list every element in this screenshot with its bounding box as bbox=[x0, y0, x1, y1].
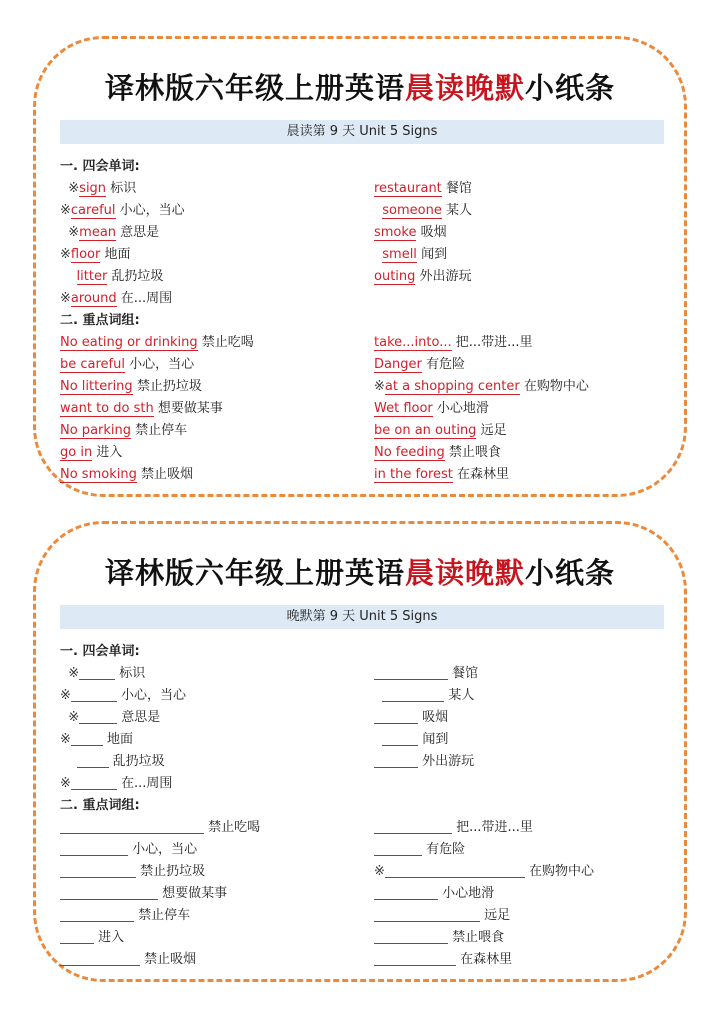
list-item bbox=[60, 267, 370, 289]
chinese-meaning: 把...带进...里 bbox=[451, 335, 533, 350]
english-term: take...into... bbox=[374, 335, 452, 350]
chinese-meaning: 小心，当心 bbox=[128, 842, 198, 857]
spacer bbox=[374, 642, 674, 664]
page-title bbox=[36, 551, 684, 592]
left-column bbox=[60, 157, 370, 487]
list-item bbox=[60, 465, 370, 487]
chinese-meaning: 禁止喂食 bbox=[444, 445, 501, 460]
list-item bbox=[374, 399, 674, 421]
morning-card bbox=[33, 36, 687, 497]
answer-blank[interactable] bbox=[60, 841, 128, 856]
answer-blank[interactable] bbox=[374, 753, 418, 768]
list-item bbox=[374, 421, 674, 443]
english-term: outing bbox=[374, 269, 416, 284]
title-prefix: 译林版六年级上册英语 bbox=[104, 556, 405, 590]
chinese-meaning: 在森林里 bbox=[456, 952, 513, 967]
chinese-meaning: 禁止喂食 bbox=[448, 930, 505, 945]
list-item bbox=[60, 686, 370, 708]
star-mark: ※ bbox=[60, 291, 71, 306]
section-heading: 一. 四会单词: bbox=[60, 644, 140, 659]
list-item bbox=[374, 201, 674, 223]
chinese-meaning: 小心，当心 bbox=[116, 688, 187, 703]
chinese-meaning: 标识 bbox=[106, 181, 137, 196]
list-item bbox=[374, 906, 674, 928]
english-term: No parking bbox=[60, 423, 132, 438]
chinese-meaning: 在购物中心 bbox=[524, 864, 595, 879]
list-item bbox=[60, 355, 370, 377]
list-item bbox=[60, 443, 370, 465]
english-term: floor bbox=[70, 247, 101, 262]
chinese-meaning: 在...周围 bbox=[116, 776, 173, 791]
english-term: be careful bbox=[60, 357, 125, 372]
chinese-meaning: 意思是 bbox=[117, 710, 161, 725]
list-item bbox=[60, 664, 370, 686]
chinese-meaning: 进入 bbox=[94, 930, 125, 945]
list-item bbox=[60, 289, 370, 311]
day-band: 晨读第 9 天 Unit 5 Signs bbox=[60, 120, 664, 144]
star-mark: ※ bbox=[374, 379, 385, 394]
list-item bbox=[60, 201, 370, 223]
chinese-meaning: 禁止吃喝 bbox=[204, 820, 261, 835]
list-item bbox=[374, 730, 674, 752]
answer-blank[interactable] bbox=[60, 951, 140, 966]
title-suffix: 小纸条 bbox=[525, 556, 616, 590]
chinese-meaning: 地面 bbox=[100, 247, 131, 262]
section-heading: 二. 重点词组: bbox=[60, 313, 140, 328]
star-mark: ※ bbox=[60, 732, 71, 747]
chinese-meaning: 吸烟 bbox=[416, 225, 447, 240]
star-mark: ※ bbox=[60, 181, 80, 196]
chinese-meaning: 小心地滑 bbox=[432, 401, 489, 416]
list-item bbox=[374, 245, 674, 267]
chinese-meaning: 禁止吃喝 bbox=[197, 335, 254, 350]
chinese-meaning: 禁止扔垃圾 bbox=[136, 864, 206, 879]
chinese-meaning: 有危险 bbox=[421, 357, 465, 372]
chinese-meaning: 闻到 bbox=[418, 732, 449, 747]
list-item bbox=[60, 818, 370, 840]
list-item bbox=[60, 421, 370, 443]
answer-blank[interactable] bbox=[382, 687, 444, 702]
page-title bbox=[36, 66, 684, 107]
chinese-meaning: 在...周围 bbox=[116, 291, 173, 306]
english-term: be on an outing bbox=[374, 423, 477, 438]
chinese-meaning: 远足 bbox=[476, 423, 507, 438]
section-heading: 二. 重点词组: bbox=[60, 798, 140, 813]
chinese-meaning: 小心，当心 bbox=[115, 203, 185, 218]
chinese-meaning: 乱扔垃圾 bbox=[108, 754, 165, 769]
chinese-meaning: 有危险 bbox=[422, 842, 466, 857]
answer-blank[interactable] bbox=[374, 709, 418, 724]
chinese-meaning: 地面 bbox=[102, 732, 134, 747]
evening-card bbox=[33, 521, 687, 982]
list-item bbox=[60, 708, 370, 730]
english-term: smoke bbox=[374, 225, 417, 240]
english-term: No smoking bbox=[60, 467, 137, 482]
right-column bbox=[374, 157, 674, 487]
list-item bbox=[374, 884, 674, 906]
list-item bbox=[60, 399, 370, 421]
list-item bbox=[60, 862, 370, 884]
list-item bbox=[374, 465, 674, 487]
title-prefix: 译林版六年级上册英语 bbox=[104, 71, 405, 105]
english-term: restaurant bbox=[374, 181, 442, 196]
list-item bbox=[60, 730, 370, 752]
list-item bbox=[60, 245, 370, 267]
english-term: careful bbox=[70, 203, 116, 218]
list-item bbox=[374, 928, 674, 950]
title-highlight: 晨读晚默 bbox=[404, 71, 525, 105]
answer-blank[interactable] bbox=[374, 841, 422, 856]
answer-blank[interactable] bbox=[382, 731, 418, 746]
chinese-meaning: 闻到 bbox=[416, 247, 448, 262]
section-heading: 一. 四会单词: bbox=[60, 159, 140, 174]
answer-blank[interactable] bbox=[60, 885, 158, 900]
list-item bbox=[60, 928, 370, 950]
answer-blank[interactable] bbox=[60, 863, 136, 878]
english-term: around bbox=[70, 291, 117, 306]
chinese-meaning: 禁止停车 bbox=[131, 423, 188, 438]
chinese-meaning: 标识 bbox=[115, 666, 146, 681]
list-item bbox=[374, 443, 674, 465]
english-term: want to do sth bbox=[60, 401, 154, 416]
star-mark bbox=[60, 269, 77, 284]
list-item bbox=[60, 950, 370, 972]
list-item bbox=[60, 377, 370, 399]
english-term: No feeding bbox=[374, 445, 445, 460]
list-item bbox=[374, 267, 674, 289]
chinese-meaning: 乱扔垃圾 bbox=[107, 269, 164, 284]
english-term: Wet floor bbox=[374, 401, 433, 416]
list-item bbox=[374, 752, 674, 774]
chinese-meaning: 意思是 bbox=[116, 225, 160, 240]
english-term: go in bbox=[60, 445, 93, 460]
answer-blank[interactable] bbox=[79, 665, 115, 680]
answer-blank[interactable] bbox=[374, 929, 448, 944]
chinese-meaning: 在森林里 bbox=[452, 467, 510, 482]
star-mark: ※ bbox=[60, 710, 80, 725]
chinese-meaning: 小心地滑 bbox=[438, 886, 495, 901]
chinese-meaning: 餐馆 bbox=[441, 181, 472, 196]
chinese-meaning: 禁止扔垃圾 bbox=[132, 379, 202, 394]
chinese-meaning: 想要做某事 bbox=[153, 401, 223, 416]
list-item bbox=[374, 686, 674, 708]
list-item bbox=[60, 774, 370, 796]
chinese-meaning: 想要做某事 bbox=[158, 886, 228, 901]
list-item bbox=[374, 179, 674, 201]
answer-blank[interactable] bbox=[374, 951, 456, 966]
english-term: mean bbox=[79, 225, 117, 240]
left-column bbox=[60, 642, 370, 972]
chinese-meaning: 外出游玩 bbox=[418, 754, 475, 769]
english-term: at a shopping center bbox=[384, 379, 520, 394]
chinese-meaning: 禁止停车 bbox=[134, 908, 191, 923]
answer-blank[interactable] bbox=[374, 819, 452, 834]
answer-blank[interactable] bbox=[71, 687, 117, 702]
english-term: in the forest bbox=[374, 467, 453, 482]
star-mark bbox=[60, 754, 77, 769]
list-item bbox=[60, 333, 370, 355]
star-mark: ※ bbox=[60, 203, 71, 218]
day-band: 晚默第 9 天 Unit 5 Signs bbox=[60, 605, 664, 629]
list-item bbox=[60, 840, 370, 862]
list-item bbox=[374, 664, 674, 686]
star-mark: ※ bbox=[60, 225, 80, 240]
spacer bbox=[374, 774, 674, 796]
chinese-meaning: 某人 bbox=[444, 688, 475, 703]
list-item bbox=[374, 818, 674, 840]
spacer bbox=[374, 289, 674, 311]
chinese-meaning: 吸烟 bbox=[418, 710, 449, 725]
answer-blank[interactable] bbox=[374, 665, 448, 680]
title-highlight: 晨读晚默 bbox=[404, 556, 525, 590]
chinese-meaning: 在购物中心 bbox=[519, 379, 589, 394]
list-item bbox=[374, 223, 674, 245]
answer-blank[interactable] bbox=[60, 907, 134, 922]
answer-blank[interactable] bbox=[71, 731, 103, 746]
answer-blank[interactable] bbox=[60, 819, 204, 834]
chinese-meaning: 禁止吸烟 bbox=[140, 952, 197, 967]
list-item bbox=[374, 377, 674, 399]
spacer bbox=[374, 157, 674, 179]
english-term: smell bbox=[382, 247, 417, 262]
english-term: sign bbox=[79, 181, 107, 196]
spacer bbox=[374, 311, 674, 333]
answer-blank[interactable] bbox=[77, 753, 109, 768]
star-mark: ※ bbox=[374, 864, 385, 879]
answer-blank[interactable] bbox=[385, 863, 525, 878]
english-term: Danger bbox=[374, 357, 422, 372]
english-term: someone bbox=[382, 203, 442, 218]
spacer bbox=[374, 796, 674, 818]
star-mark bbox=[374, 688, 382, 703]
english-term: litter bbox=[76, 269, 108, 284]
list-item bbox=[60, 906, 370, 928]
chinese-meaning: 某人 bbox=[441, 203, 472, 218]
chinese-meaning: 外出游玩 bbox=[415, 269, 472, 284]
english-term: No eating or drinking bbox=[60, 335, 198, 350]
list-item bbox=[374, 862, 674, 884]
answer-blank[interactable] bbox=[374, 907, 480, 922]
list-item bbox=[374, 950, 674, 972]
right-column bbox=[374, 642, 674, 972]
list-item bbox=[374, 840, 674, 862]
answer-blank[interactable] bbox=[79, 709, 117, 724]
list-item bbox=[60, 752, 370, 774]
chinese-meaning: 远足 bbox=[480, 908, 511, 923]
chinese-meaning: 餐馆 bbox=[448, 666, 479, 681]
chinese-meaning: 小心，当心 bbox=[124, 357, 195, 372]
answer-blank[interactable] bbox=[71, 775, 117, 790]
star-mark: ※ bbox=[60, 776, 71, 791]
list-item bbox=[60, 179, 370, 201]
star-mark: ※ bbox=[60, 247, 71, 262]
answer-blank[interactable] bbox=[60, 929, 94, 944]
star-mark bbox=[374, 732, 382, 747]
title-suffix: 小纸条 bbox=[525, 71, 616, 105]
answer-blank[interactable] bbox=[374, 885, 438, 900]
list-item bbox=[374, 333, 674, 355]
chinese-meaning: 进入 bbox=[92, 445, 123, 460]
chinese-meaning: 禁止吸烟 bbox=[136, 467, 193, 482]
list-item bbox=[60, 884, 370, 906]
list-item bbox=[374, 708, 674, 730]
star-mark: ※ bbox=[60, 666, 80, 681]
english-term: No littering bbox=[60, 379, 133, 394]
chinese-meaning: 把...带进...里 bbox=[452, 820, 533, 835]
star-mark: ※ bbox=[60, 688, 71, 703]
list-item bbox=[60, 223, 370, 245]
list-item bbox=[374, 355, 674, 377]
